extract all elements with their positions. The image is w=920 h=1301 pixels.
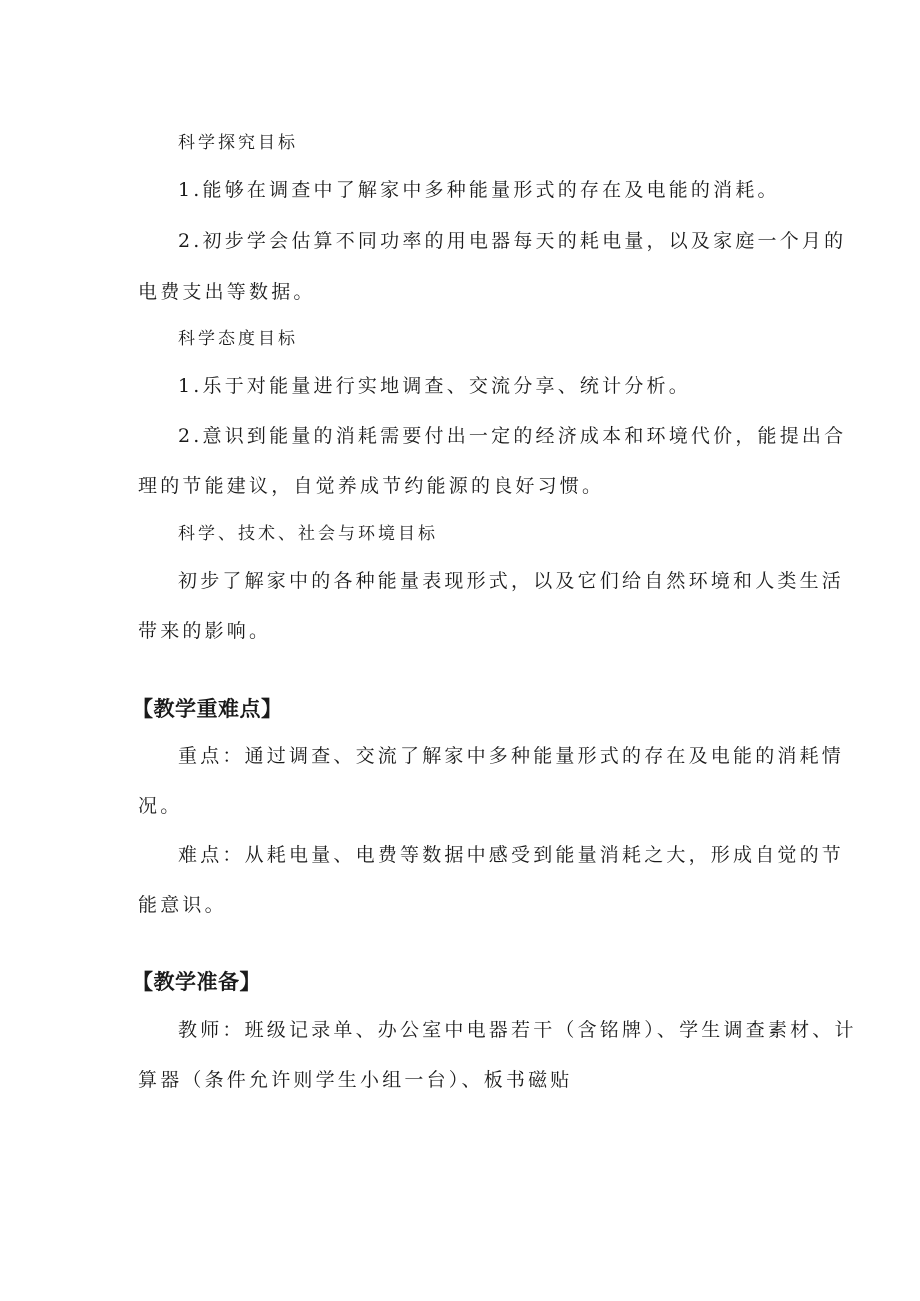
inquiry-goal-item-2-line-1: 2.初步学会估算不同功率的用电器每天的耗电量，以及家庭一个月的 [178,230,847,252]
difficulty-line-1: 难点：从耗电量、电费等数据中感受到能量消耗之大，形成自觉的节 [178,844,845,866]
attitude-goal-title: 科学态度目标 [178,329,298,349]
attitude-goal-item-2-line-2: 理的节能建议，自觉养成节约能源的良好习惯。 [138,475,605,497]
inquiry-goal-item-1: 1.能够在调查中了解家中多种能量形式的存在及电能的消耗。 [178,179,780,201]
key-points-heading: 【教学重难点】 [132,697,283,721]
focus-line-1: 重点：通过调查、交流了解家中多种能量形式的存在及电能的消耗情 [178,745,845,767]
inquiry-goal-item-2-line-2: 电费支出等数据。 [138,281,316,303]
inquiry-goal-title: 科学探究目标 [178,133,298,153]
sts-goal-text-line-2: 带来的影响。 [138,620,272,642]
focus-line-2: 况。 [138,795,183,817]
attitude-goal-item-2-line-1: 2.意识到能量的消耗需要付出一定的经济成本和环境代价，能提出合 [178,425,847,447]
attitude-goal-item-1: 1.乐于对能量进行实地调查、交流分享、统计分析。 [178,375,691,397]
sts-goal-title: 科学、技术、社会与环境目标 [178,524,438,544]
teacher-prep-line-2: 算器（条件允许则学生小组一台）、板书磁贴 [138,1069,573,1091]
sts-goal-text-line-1: 初步了解家中的各种能量表现形式，以及它们给自然环境和人类生活 [178,570,845,592]
difficulty-line-2: 能意识。 [138,894,227,916]
teacher-prep-line-1: 教师：班级记录单、办公室中电器若干（含铭牌）、学生调查素材、计 [178,1019,857,1041]
preparation-heading: 【教学准备】 [132,970,261,994]
